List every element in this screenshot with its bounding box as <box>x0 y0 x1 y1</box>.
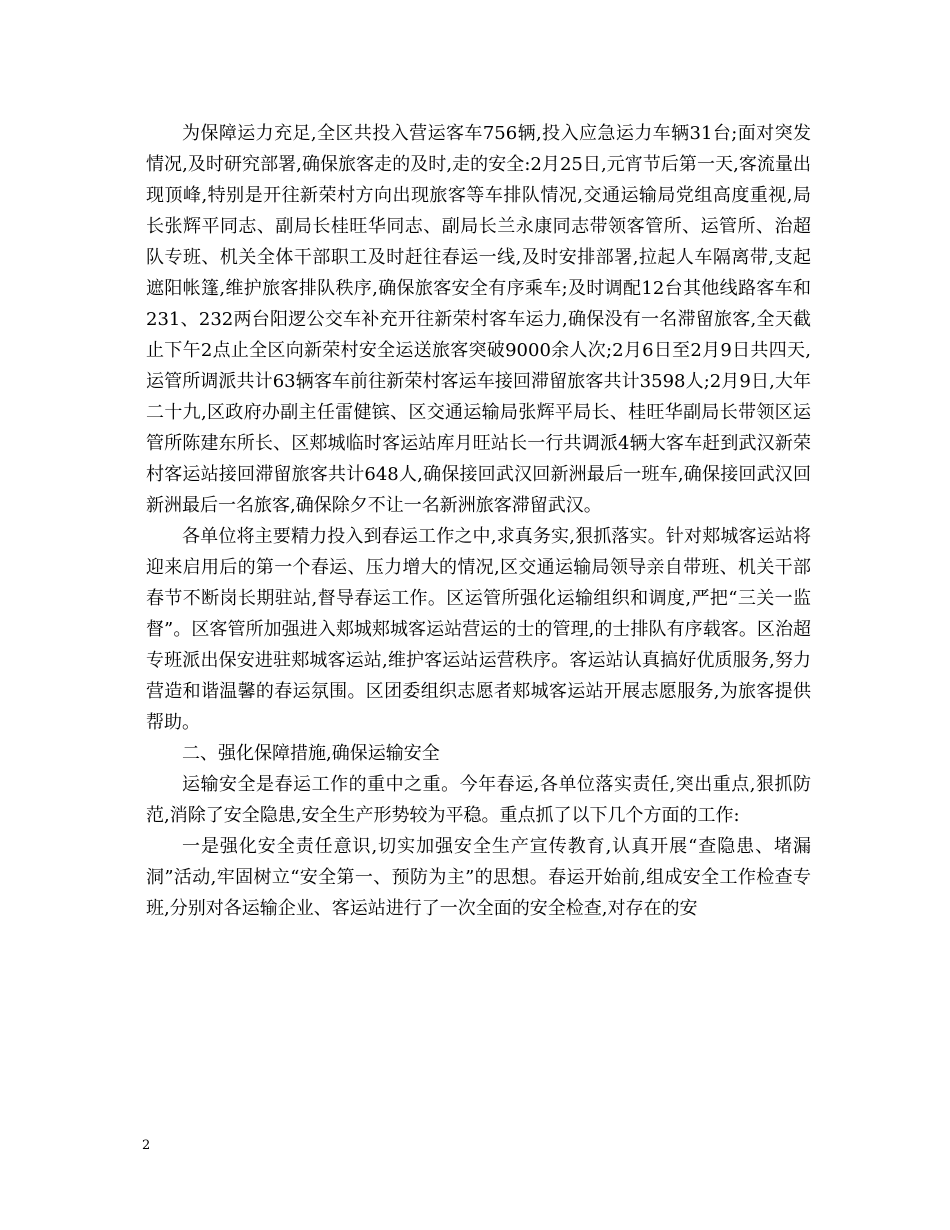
paragraph-transport-capacity: 为保障运力充足,全区共投入营运客车756辆,投入应急运力车辆31台;面对突发情况,及时研究部署,确保旅客走的及时,走的安全:2月25日,元宵节后第一天,客流量出现顶峰,特别是开往新荣村方向出现旅客等车排队情况,交通运输局党组高度重视,局长张辉平同志、副局长桂旺华同志、副局长兰永康同志带领客管所、运管所、治超队专班、机关全体干部职工及时赶往春运一线,及时安排部署,拉起人车隔离带,支起遮阳帐篷,维护旅客排队秩序,确保旅客安全有序乘车;及时调配12台其他线路客车和231、232两台阳逻公交车补充开往新荣村客车运力,确保没有一名滞留旅客,全天截止下午2点止全区向新荣村安全运送旅客突破9000余人次;2月6日至2月9日共四天,运管所调派共计63辆客车前往新荣村客运车接回滞留旅客共计3598人;2月9日,大年二十九,区政府办副主任雷健镔、区交通运输局张辉平局长、桂旺华副局长带领区运管所陈建东所长、区郏城临时客运站库月旺站长一行共调派4辆大客车赶到武汉新荣村客运站接回滞留旅客共计648人,确保接回武汉回新洲最后一班车,确保接回武汉回新洲最后一名旅客,确保除夕不让一名新洲旅客滞留武汉。 <box>146 123 811 516</box>
section-heading-safety: 二、强化保障措施,确保运输安全 <box>182 743 440 764</box>
document-body <box>146 118 811 924</box>
paragraph-unit-focus: 各单位将主要精力投入到春运工作之中,求真务实,狠抓落实。针对郏城客运站将迎来启用后的第一个春运、压力增大的情况,区交通运输局领导亲自带班、机关干部春节不断岗长期驻站,督导春运工作。区运管所强化运输组织和调度,严把“三关一监督”。区客管所加强进入郏城郏城客运站营运的士的管理,的士排队有序载客。区治超专班派出保安进驻郏城客运站,维护客运站运营秩序。客运站认真搞好优质服务,努力营造和谐温馨的春运氛围。区团委组织志愿者郏城客运站开展志愿服务,为旅客提供帮助。 <box>146 526 811 733</box>
paragraph-safety-responsibility: 一是强化安全责任意识,切实加强安全生产宣传教育,认真开展“查隐患、堵漏洞”活动,牢固树立“安全第一、预防为主”的思想。春运开始前,组成安全工作检查专班,分别对各运输企业、客运站进行了一次全面的安全检查,对存在的安 <box>146 836 811 919</box>
paragraph-safety-overview: 运输安全是春运工作的重中之重。今年春运,各单位落实责任,突出重点,狠抓防范,消除了安全隐患,安全生产形势较为平稳。重点抓了以下几个方面的工作: <box>146 774 811 826</box>
page-number: 2 <box>142 1138 151 1153</box>
